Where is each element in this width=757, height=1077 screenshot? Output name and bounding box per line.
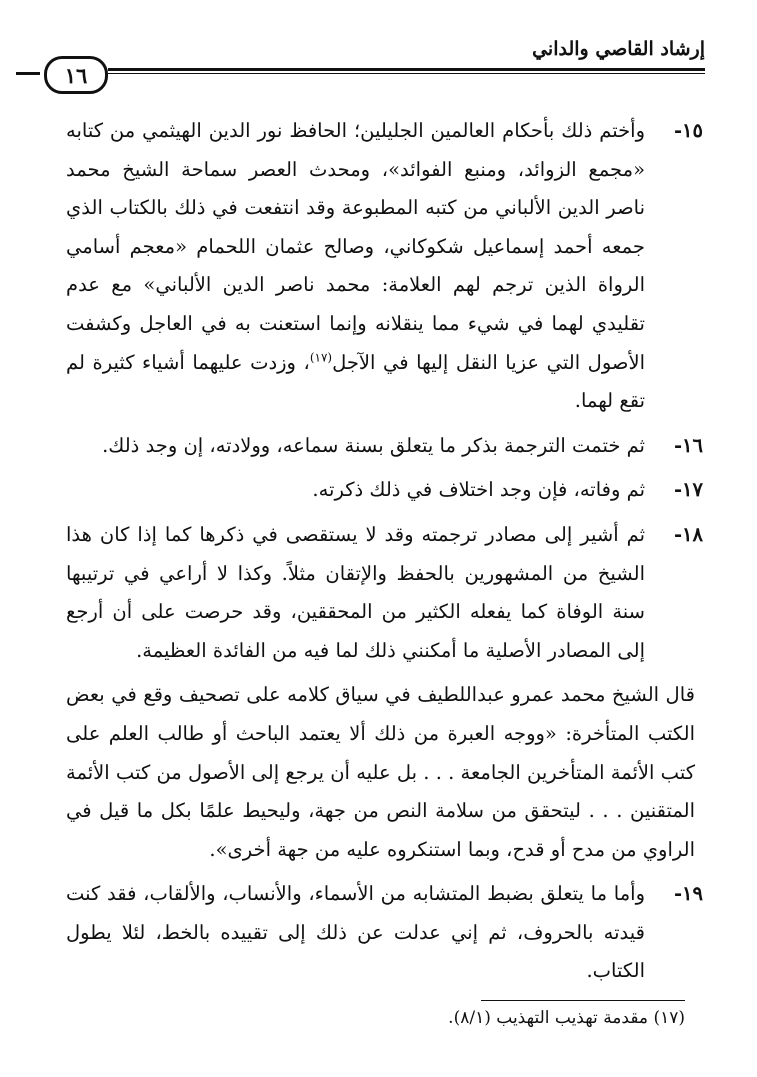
item-number: ١٨- (673, 522, 703, 546)
item-number: ١٥- (673, 119, 703, 142)
page-header (44, 32, 705, 96)
header-rule-thin (108, 73, 705, 74)
footnote-ref[interactable]: (١٧) (309, 350, 333, 365)
list-item (66, 427, 703, 466)
header-rule (108, 68, 705, 71)
item-text: ثم ختمت الترجمة بذكر ما يتعلق بسنة سماعه، وولادته، إن وجد ذلك. (102, 433, 645, 457)
footnote: (١٧) مقدمة تهذيب التهذيب (٨/١). (448, 1008, 685, 1028)
list-item (66, 516, 703, 670)
quote-paragraph: قال الشيخ محمد عمرو عبداللطيف في سياق كلامه على تصحيف وقع في بعض الكتب المتأخرة: «ووجه العبرة من ذلك ألا يعتمد الباحث أو طالب العلم على كتب الأئمة المتأخرين الجامعة . . . بل عليه أن يرجع إلى الأصول من كتب الأئمة المتقنين . . . ليتحقق من سلامة النص من جهة، وليحيط علمًا بكل ما قيل في الراوي من مدح أو قدح، وبما استنكروه عليه من جهة أخرى». (66, 683, 695, 861)
item-text: وأختم ذلك بأحكام العالمين الجليلين؛ الحافظ نور الدين الهيثمي من كتابه «مجمع الزوائد، ومنبع الفوائد»، ومحدث العصر سماحة الشيخ محمد ناصر الدين الألباني من كتبه المطبوعة وقد انتفعت في ذلك بالكتاب الذي جمعه أحمد إسماعيل شكوكاني، وصالح عثمان اللحمام «معجم أسامي الرواة الذين ترجم لهم العلامة: محمد ناصر الدين الألباني» مع عدم تقليدي لهما في شيء مما ينقلانه وإنما استعنت به في العاجل وكشفت الأصول التي عزيا النقل إليها في الآجل (66, 119, 645, 374)
item-text-cont: ، وزدت عليهما أشياء كثيرة لم تقع لهما. (66, 350, 645, 413)
list-item (66, 875, 703, 991)
list-item (66, 112, 703, 421)
footnote-rule (481, 1000, 685, 1001)
item-number: ١٦- (673, 433, 703, 457)
item-text: وأما ما يتعلق بضبط المتشابه من الأسماء، والأنساب، والألقاب، فقد كنت قيدته بالحروف، ثم إني عدلت عن ذلك إلى تقييده بالخط، لئلا يطول الكتاب. (66, 882, 645, 983)
page-number-dash (16, 72, 40, 75)
item-text: ثم وفاته، فإن وجد اختلاف في ذلك ذكرته. (312, 478, 645, 502)
list-item (66, 471, 703, 510)
main-text (66, 112, 703, 997)
item-number: ١٧- (673, 478, 703, 502)
item-number: ١٩- (673, 882, 703, 906)
running-title: إرشاد القاصي والداني (532, 38, 705, 60)
item-text: ثم أشير إلى مصادر ترجمته وقد لا يستقصى في ذكرها كما إذا كان هذا الشيخ من المشهورين بالحفظ والإتقان مثلاً. وكذا لا أراعي في ترتيبها سنة الوفاة كما يفعله الكثير من المحققين، وقد حرصت على أن أرجع إلى المصادر الأصلية ما أمكنني ذلك لما فيه من الفائدة العظيمة. (66, 522, 645, 662)
page-number: ١٦ (44, 56, 108, 94)
